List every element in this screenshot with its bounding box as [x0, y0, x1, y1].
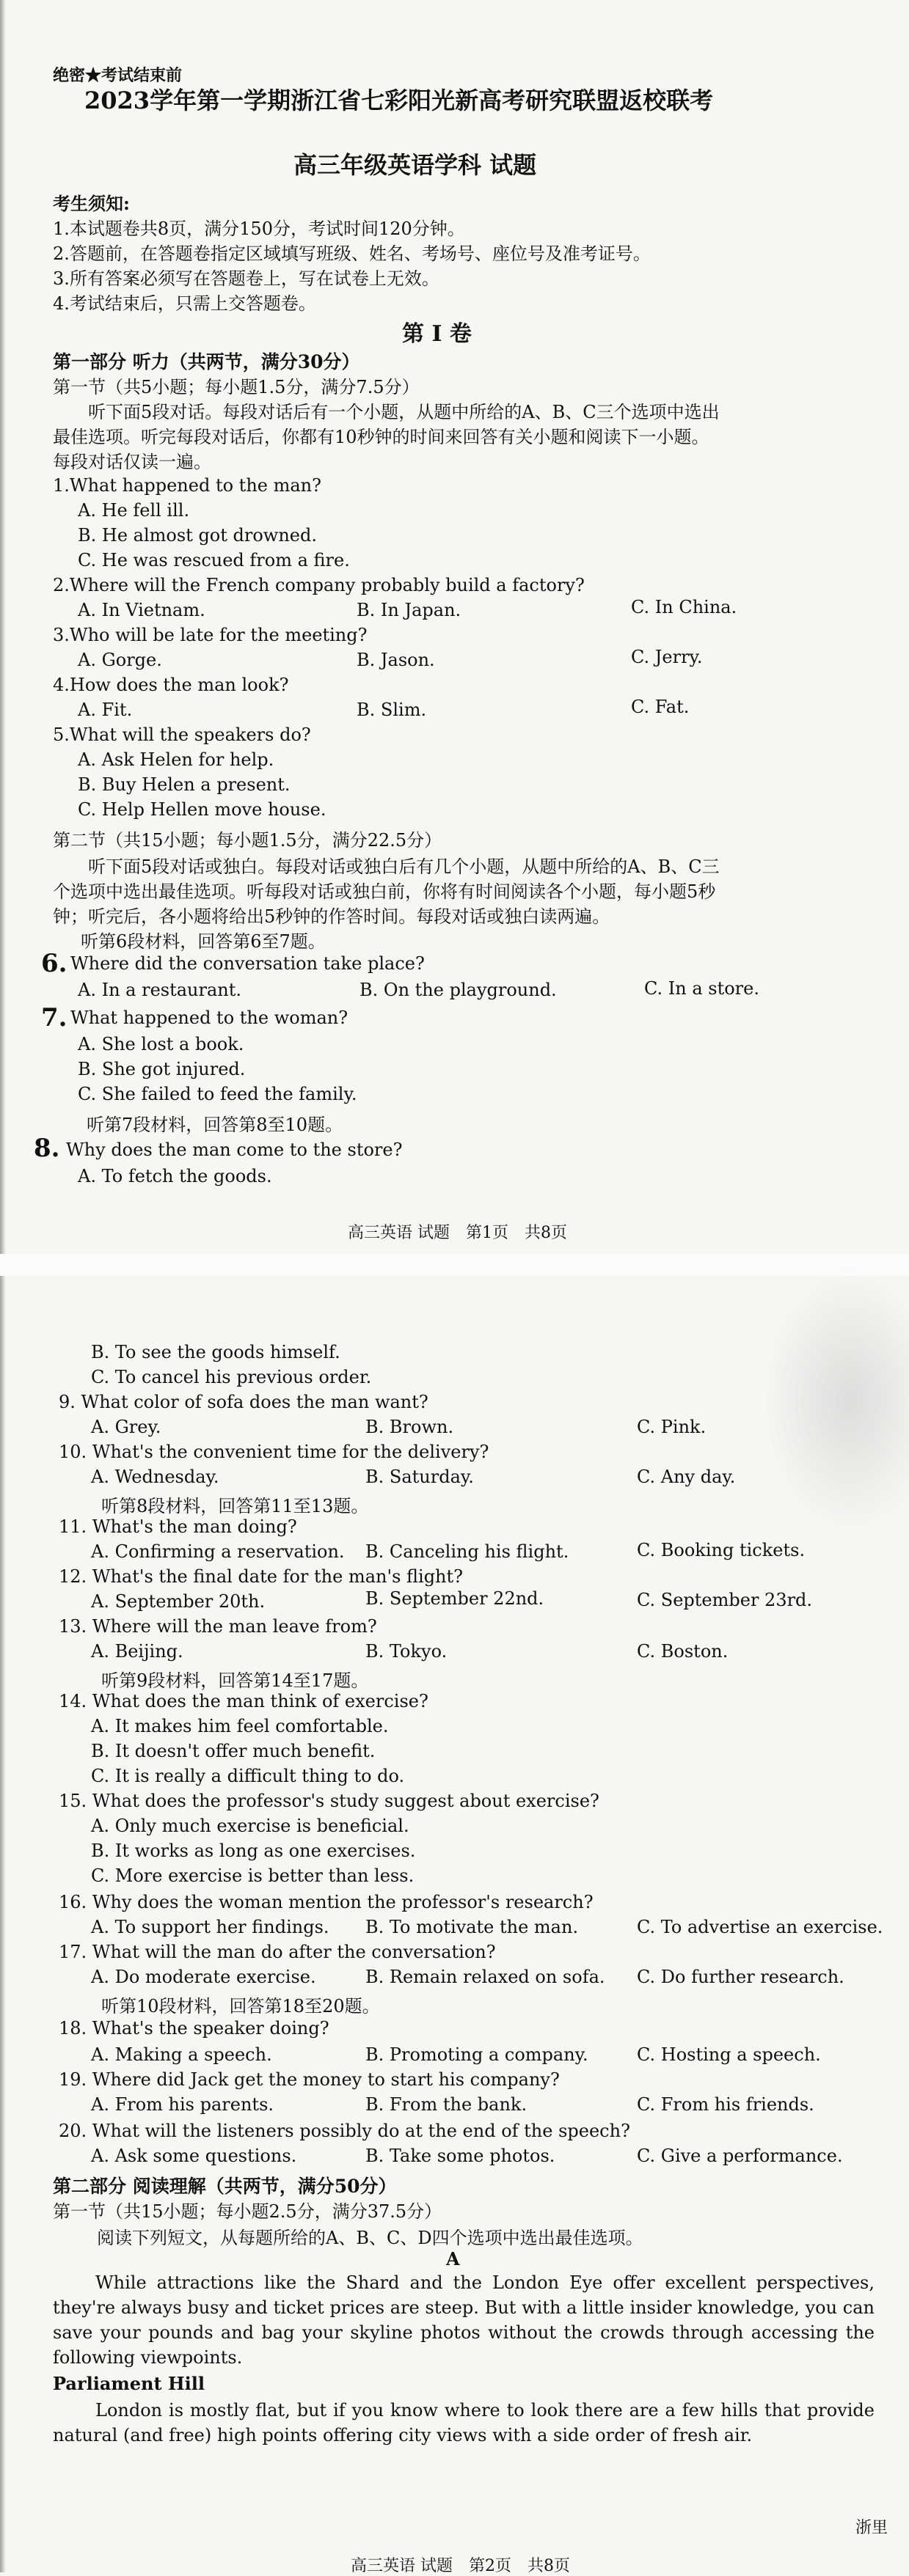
- option-b: B. On the playground.: [359, 980, 557, 1000]
- option-a: A. In Vietnam.: [78, 600, 205, 620]
- option-a: A. He fell ill.: [78, 500, 190, 521]
- instruction-line: 最佳选项。听完每段对话后，你都有10秒钟的时间来回答有关小题和阅读下一小题。: [53, 427, 709, 447]
- corner-watermark: 浙里: [855, 2519, 888, 2537]
- option-b: B. Brown.: [365, 1417, 454, 1437]
- option-c: C. Give a performance.: [637, 2146, 843, 2166]
- question-stem: 15. What does the professor's study suggest about exercise?: [59, 1791, 599, 1811]
- option-a: A. Ask Helen for help.: [78, 749, 274, 770]
- option-a: A. It makes him feel comfortable.: [91, 1716, 389, 1736]
- question-stem: 18. What's the speaker doing?: [59, 2018, 329, 2039]
- page-footer: 高三英语 试题 第2页 共8页: [351, 2557, 570, 2575]
- question-stem: 9. What color of sofa does the man want?: [59, 1392, 428, 1412]
- material-note: 听第6段材料，回答第6至7题。: [81, 931, 326, 952]
- question-stem: 4.How does the man look?: [53, 675, 289, 695]
- question-number: 7.: [41, 1003, 67, 1032]
- option-a: A. Gorge.: [78, 650, 162, 670]
- passage-label: A: [446, 2248, 460, 2269]
- option-b: B. Buy Helen a present.: [78, 774, 291, 795]
- exam-subtitle: 高三年级英语学科 试题: [293, 151, 537, 179]
- option-a: A. Do moderate exercise.: [91, 1967, 316, 1987]
- option-b: B. Saturday.: [365, 1467, 474, 1487]
- question-stem: 11. What's the man doing?: [59, 1516, 297, 1537]
- question-stem: 20. What will the listeners possibly do at the end of the speech?: [59, 2121, 630, 2141]
- option-c: C. Boston.: [637, 1641, 729, 1662]
- question-stem: 3.Who will be late for the meeting?: [53, 625, 368, 645]
- part2-section1-title: 第一节（共15小题；每小题2.5分，满分37.5分）: [53, 2201, 442, 2222]
- option-b: B. Promoting a company.: [365, 2044, 588, 2065]
- passage-paragraph: While attractions like the Shard and the London Eye offer excellent perspectives, they're always busy and ticket prices are steep. But with a little insider knowledge, you can save your pounds and bag your skyline photos without the crowds through accessing the following viewpoints.: [53, 2272, 875, 2368]
- option-c: C. To advertise an exercise.: [637, 1917, 883, 1937]
- option-c: C. Any day.: [637, 1467, 736, 1487]
- reading-instruction: 阅读下列短文，从每题所给的A、B、C、D四个选项中选出最佳选项。: [97, 2228, 643, 2248]
- option-c: C. In a store.: [644, 978, 759, 999]
- option-a: A. September 20th.: [91, 1591, 266, 1612]
- question-stem: 19. Where did Jack get the money to start his company?: [59, 2069, 560, 2090]
- confidential-mark: 绝密★考试结束前: [53, 66, 183, 85]
- part1-section1-title: 第一节（共5小题；每小题1.5分，满分7.5分）: [53, 377, 420, 397]
- option-c: C. Hosting a speech.: [637, 2044, 821, 2065]
- option-a: A. She lost a book.: [78, 1034, 244, 1054]
- option-b: B. It doesn't offer much benefit.: [91, 1741, 376, 1761]
- part1-title: 第一部分 听力（共两节，满分30分）: [53, 351, 360, 373]
- option-b: B. He almost got drowned.: [78, 525, 318, 546]
- option-b: B. Slim.: [357, 700, 427, 720]
- instruction-line: 每段对话仅读一遍。: [53, 452, 211, 472]
- instruction-line: 听下面5段对话。每段对话后有一个小题，从题中所给的A、B、C三个选项中选出: [88, 402, 720, 422]
- question-stem: 5.What will the speakers do?: [53, 724, 311, 745]
- question-stem: What happened to the woman?: [70, 1008, 348, 1028]
- question-stem: 1.What happened to the man?: [53, 475, 321, 496]
- note-item: 1.本试题卷共8页，满分150分，考试时间120分钟。: [53, 219, 465, 239]
- material-note: 听第10段材料，回答第18至20题。: [101, 1996, 380, 2017]
- option-b: B. September 22nd.: [365, 1588, 544, 1609]
- question-stem: 17. What will the man do after the conversation?: [59, 1942, 496, 1962]
- note-item: 4.考试结束后，只需上交答题卷。: [53, 293, 316, 314]
- note-item: 2.答题前，在答题卷指定区域填写班级、姓名、考场号、座位号及准考证号。: [53, 243, 651, 264]
- option-a: A. Confirming a reservation.: [91, 1541, 345, 1562]
- option-c: C. Do further research.: [637, 1967, 844, 1987]
- instruction-line: 个选项中选出最佳选项。听每段对话或独白前，你将有时间阅读各个小题，每小题5秒: [53, 881, 716, 902]
- instruction-line: 钟；听完后，各小题将给出5秒钟的作答时间。每段对话或独白读两遍。: [53, 906, 610, 927]
- option-c: C. Help Hellen move house.: [78, 799, 326, 820]
- question-stem: 2.Where will the French company probably build a factory?: [53, 575, 585, 595]
- option-b: B. It works as long as one exercises.: [91, 1841, 416, 1861]
- question-stem: 13. Where will the man leave from?: [59, 1616, 377, 1637]
- option-b: B. To motivate the man.: [365, 1917, 579, 1937]
- note-item: 3.所有答案必须写在答题卷上，写在试卷上无效。: [53, 268, 439, 289]
- option-a: A. Making a speech.: [91, 2044, 272, 2065]
- instruction-line: 听下面5段对话或独白。每段对话或独白后有几个小题，从题中所给的A、B、C三: [88, 856, 720, 877]
- option-c: C. Pink.: [637, 1417, 707, 1437]
- page-footer: 高三英语 试题 第1页 共8页: [348, 1224, 567, 1242]
- option-b: B. To see the goods himself.: [91, 1342, 340, 1362]
- option-a: A. To support her findings.: [91, 1917, 329, 1937]
- option-a: A. In a restaurant.: [78, 980, 242, 1000]
- option-c: C. To cancel his previous order.: [91, 1367, 372, 1387]
- option-a: A. Grey.: [91, 1417, 161, 1437]
- option-b: B. She got injured.: [78, 1059, 246, 1079]
- option-b: B. From the bank.: [365, 2094, 527, 2115]
- question-stem: Where did the conversation take place?: [70, 953, 425, 974]
- option-c: C. From his friends.: [637, 2094, 814, 2115]
- option-a: A. Only much exercise is beneficial.: [91, 1816, 409, 1836]
- option-a: A. Wednesday.: [91, 1467, 219, 1487]
- question-stem: Why does the man come to the store?: [66, 1140, 403, 1160]
- option-c: C. She failed to feed the family.: [78, 1084, 357, 1104]
- option-b: B. Take some photos.: [365, 2146, 555, 2166]
- option-c: C. September 23rd.: [637, 1590, 813, 1610]
- material-note: 听第7段材料，回答第8至10题。: [87, 1115, 343, 1135]
- option-c: C. Fat.: [631, 697, 690, 717]
- exam-title: 2023学年第一学期浙江省七彩阳光新高考研究联盟返校联考: [84, 87, 714, 114]
- question-stem: 12. What's the final date for the man's flight?: [59, 1566, 464, 1587]
- question-stem: 16. Why does the woman mention the professor's research?: [59, 1892, 594, 1912]
- option-a: A. To fetch the goods.: [78, 1166, 272, 1186]
- question-stem: 14. What does the man think of exercise?: [59, 1691, 428, 1711]
- option-a: A. Fit.: [78, 700, 133, 720]
- notes-heading: 考生须知:: [53, 193, 130, 214]
- option-c: C. He was rescued from a fire.: [78, 550, 350, 570]
- material-note: 听第9段材料，回答第14至17题。: [101, 1670, 369, 1691]
- option-b: B. In Japan.: [357, 600, 461, 620]
- option-b: B. Remain relaxed on sofa.: [365, 1967, 605, 1987]
- option-c: C. In China.: [631, 597, 737, 617]
- option-a: A. From his parents.: [91, 2094, 274, 2115]
- part1-section2-title: 第二节（共15小题；每小题1.5分，满分22.5分）: [53, 830, 442, 851]
- question-stem: 10. What's the convenient time for the delivery?: [59, 1442, 489, 1462]
- material-note: 听第8段材料，回答第11至13题。: [101, 1496, 369, 1516]
- option-c: C. Booking tickets.: [637, 1540, 806, 1560]
- option-a: A. Beijing.: [91, 1641, 183, 1662]
- option-c: C. Jerry.: [631, 647, 703, 667]
- option-b: B. Canceling his flight.: [365, 1541, 569, 1562]
- part2-title: 第二部分 阅读理解（共两节，满分50分）: [53, 2176, 397, 2197]
- option-b: B. Tokyo.: [365, 1641, 448, 1662]
- question-number: 8.: [34, 1134, 60, 1163]
- option-c: C. More exercise is better than less.: [91, 1865, 415, 1886]
- scan-edge-shadow: [0, 0, 6, 2572]
- scan-shadow: [762, 1269, 909, 1533]
- passage-subheading: Parliament Hill: [53, 2373, 205, 2394]
- question-number: 6.: [41, 949, 67, 978]
- option-b: B. Jason.: [357, 650, 435, 670]
- volume-title: 第 I 卷: [402, 321, 472, 347]
- option-c: C. It is really a difficult thing to do.: [91, 1766, 405, 1786]
- passage-paragraph: London is mostly flat, but if you know where to look there are a few hills that provide natural (and free) high points offering city views with a side order of fresh air.: [53, 2400, 875, 2445]
- option-a: A. Ask some questions.: [91, 2146, 297, 2166]
